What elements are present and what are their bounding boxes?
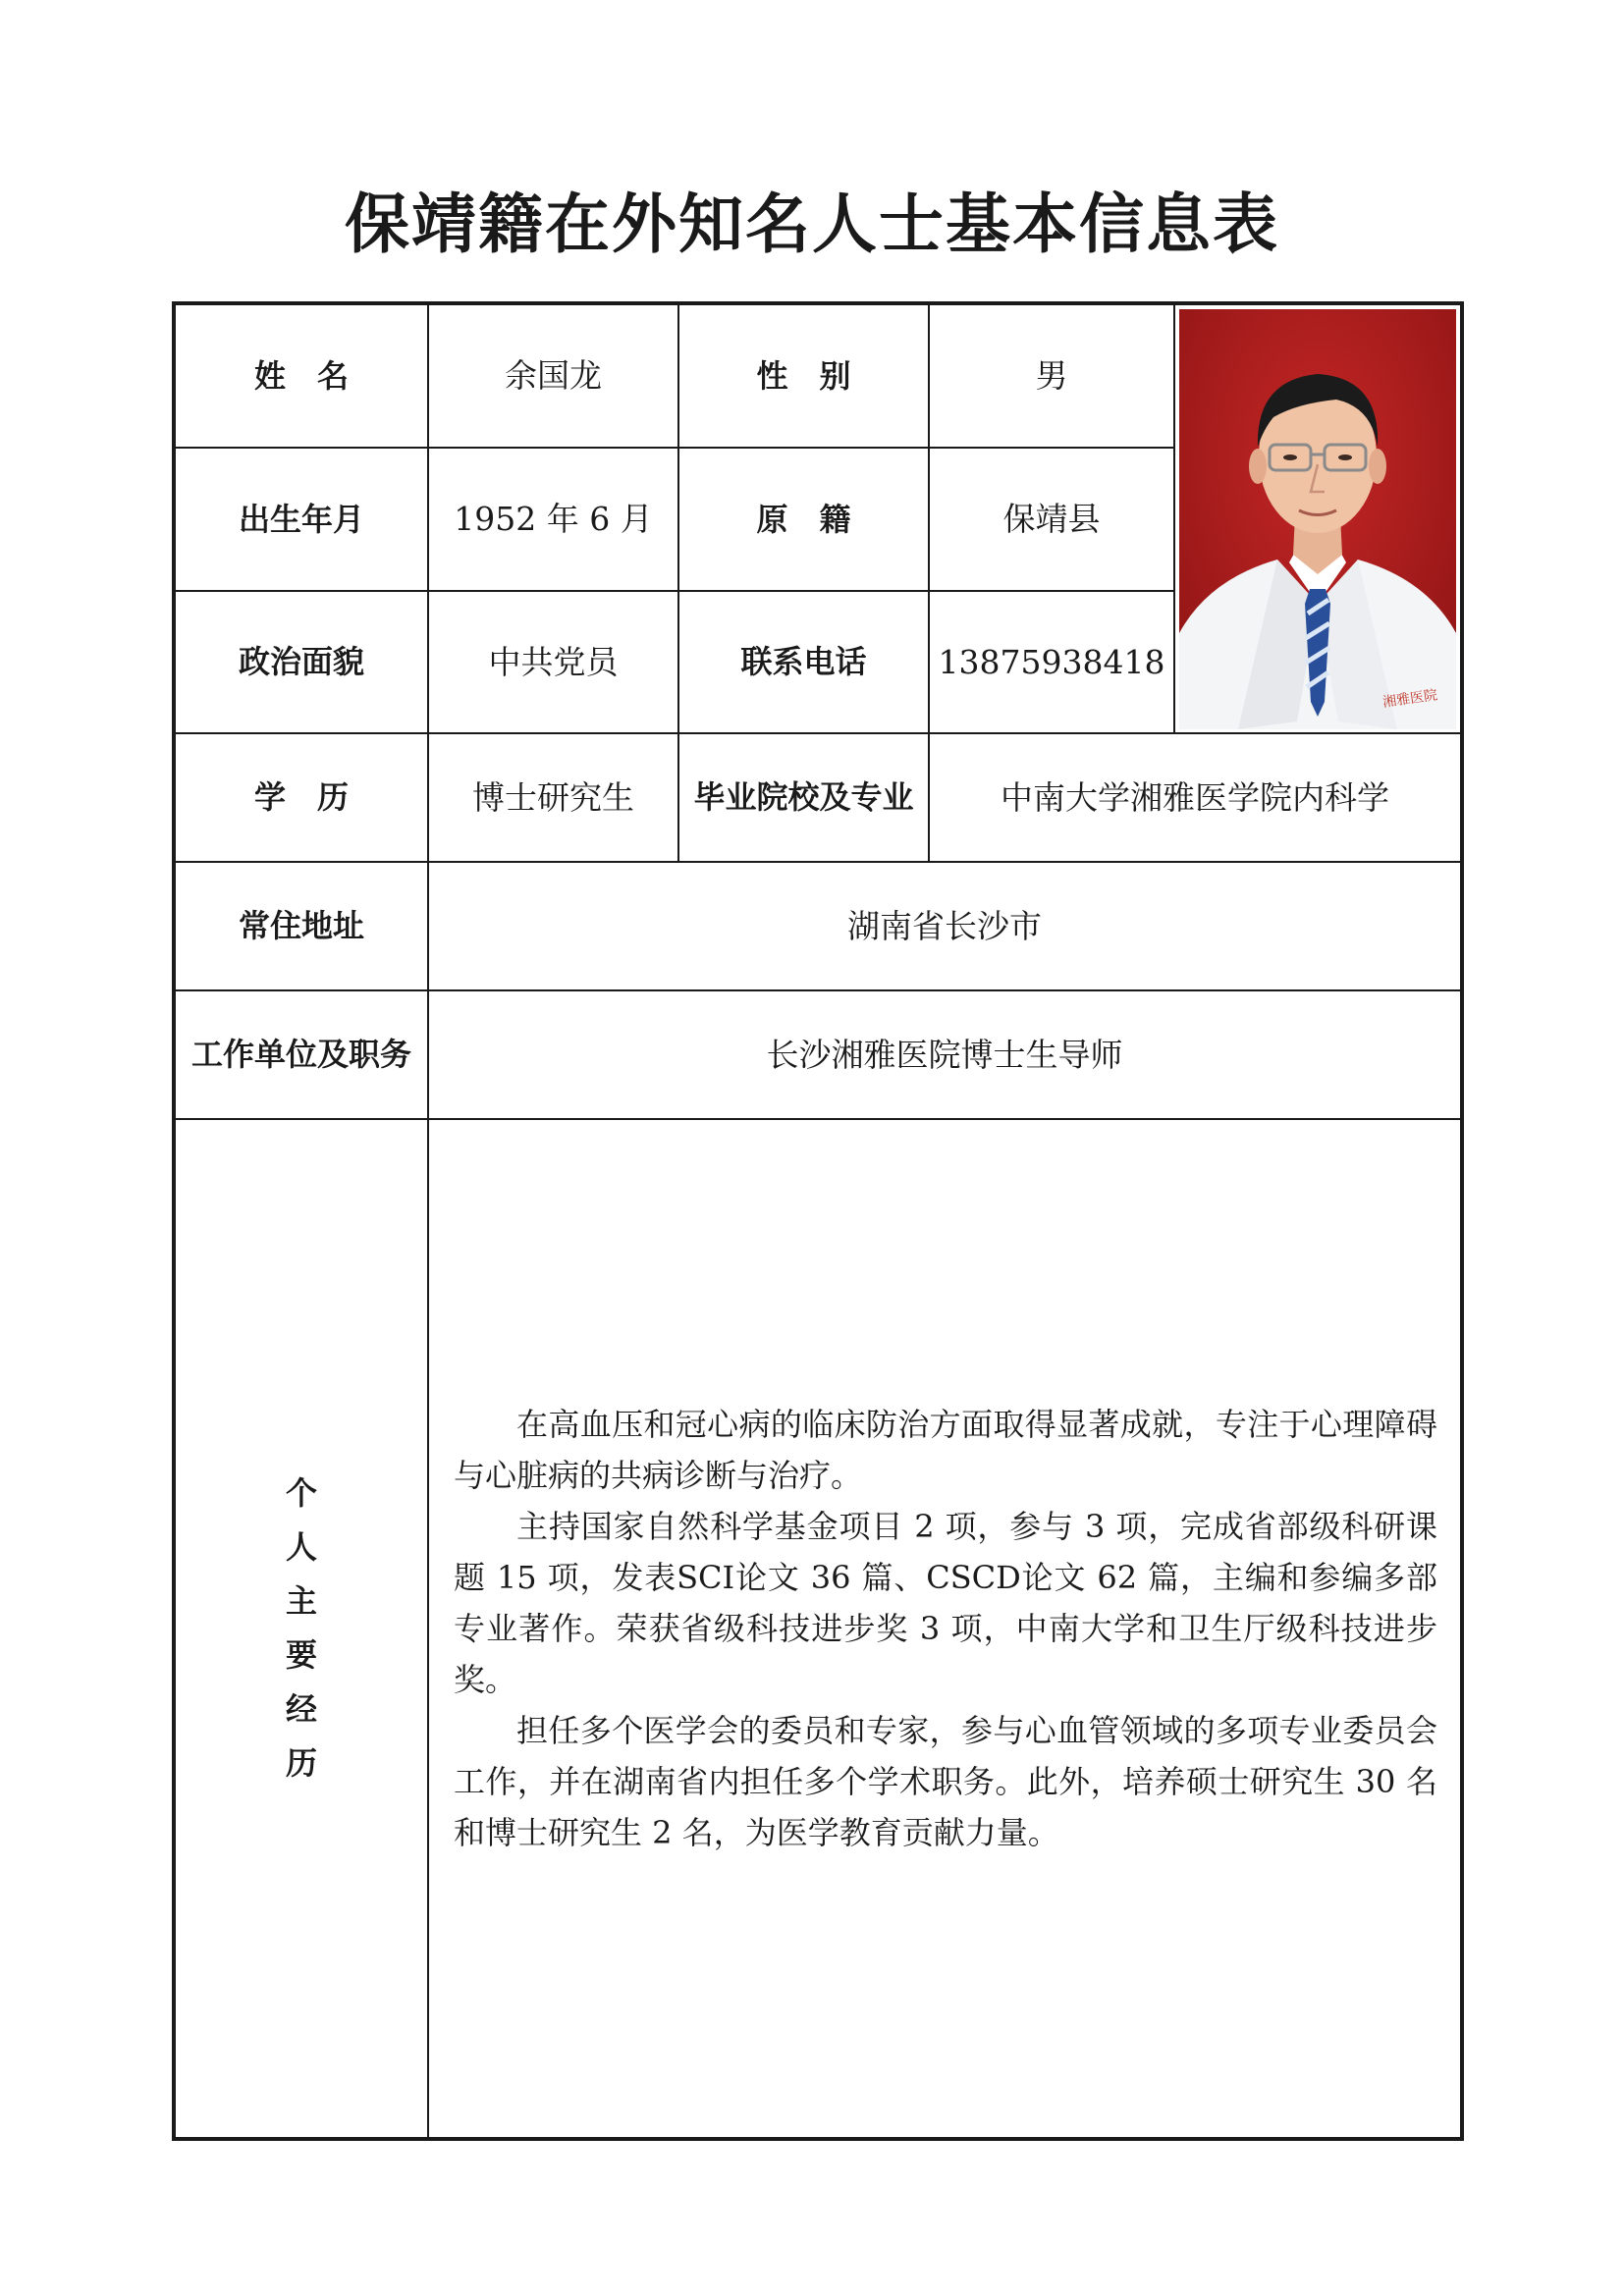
experience-label-char: 历 [285,1744,317,1782]
label-origin: 原 籍 [679,449,930,592]
label-phone: 联系电话 [679,592,930,734]
page-title: 保靖籍在外知名人士基本信息表 [345,186,1279,262]
hospital-stamp-text: 湘雅医院 [1381,686,1439,711]
value-work: 长沙湘雅医院博士生导师 [429,991,1460,1120]
value-phone: 13875938418 [930,592,1175,734]
experience-paragraph: 主持国家自然科学基金项目 2 项，参与 3 项，完成省部级科研课题 15 项，发表SCI论文 36 篇、CSCD论文 62 篇，主编和参编多部专业著作。荣获省级科技进步奖 3 项，中南大学和卫生厅级科技进步奖。 [454,1508,1437,1698]
portrait-illustration [1179,309,1456,729]
experience-text [429,1120,1460,2137]
value-gender: 男 [930,305,1175,449]
label-politics: 政治面貌 [176,592,429,734]
label-address: 常住地址 [176,863,429,991]
label-gender: 性 别 [679,305,930,449]
portrait-photo [1179,309,1456,729]
experience-paragraph: 在高血压和冠心病的临床防治方面取得显著成就，专注于心理障碍与心脏病的共病诊断与治疗。 [454,1406,1437,1494]
value-address: 湖南省长沙市 [429,863,1460,991]
label-school: 毕业院校及专业 [679,734,930,863]
experience-label-char: 人 [285,1528,317,1566]
experience-label-char: 主 [285,1582,317,1620]
label-birth: 出生年月 [176,449,429,592]
experience-label-char: 经 [285,1690,317,1728]
value-education: 博士研究生 [429,734,679,863]
label-experience [176,1120,429,2137]
label-work: 工作单位及职务 [176,991,429,1120]
value-politics: 中共党员 [429,592,679,734]
experience-label-char: 要 [285,1636,317,1674]
value-name: 余国龙 [429,305,679,449]
info-table [172,301,1464,2141]
experience-paragraph: 担任多个医学会的委员和专家，参与心血管领域的多项专业委员会工作，并在湖南省内担任多个学术职务。此外，培养硕士研究生 30 名和博士研究生 2 名，为医学教育贡献力量。 [454,1712,1437,1851]
photo-cell [1175,305,1460,734]
experience-label-char: 个 [285,1474,317,1512]
label-name: 姓 名 [176,305,429,449]
value-birth: 1952 年 6 月 [429,449,679,592]
value-origin: 保靖县 [930,449,1175,592]
label-education: 学 历 [176,734,429,863]
value-school: 中南大学湘雅医学院内科学 [930,734,1460,863]
